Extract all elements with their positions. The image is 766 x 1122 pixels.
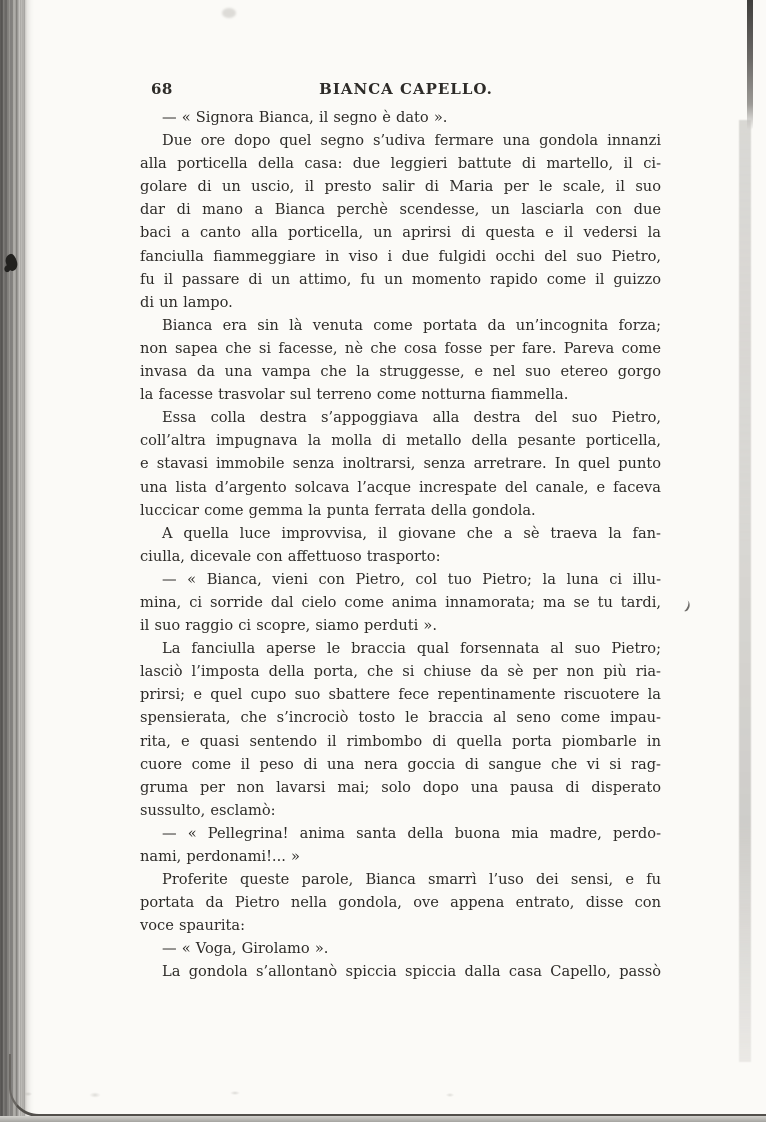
text-line: Bianca era sin là venuta come portata da un’incognita forza; xyxy=(162,316,661,334)
paragraph xyxy=(140,868,661,937)
page-curl-edge-bottom xyxy=(9,1054,766,1117)
page-number: 68 xyxy=(151,80,173,98)
text-line: gruma per non lavarsi mai; solo dopo una pausa di disperato xyxy=(140,778,661,796)
paragraph xyxy=(140,406,661,521)
text-line: voce spaurita: xyxy=(140,917,246,935)
text-line: ciulla, dicevale con affettuoso trasporto: xyxy=(140,547,441,565)
paper-smudge-top xyxy=(222,8,236,18)
text-line: — « Pellegrina! anima santa della buona mia madre, perdo- xyxy=(162,824,661,842)
text-line: una lista d’argento solcava l’acque increspate del canale, e faceva xyxy=(140,478,661,496)
text-line: fu il passare di un attimo, fu un momento rapido come il guizzo xyxy=(140,270,661,288)
text-line: invasa da una vampa che la struggesse, e nel suo etereo gorgo xyxy=(140,363,661,381)
text-line: nami, perdonami!... » xyxy=(140,848,300,865)
text-line: lasciò l’imposta della porta, che si chiuse da sè per non più ria- xyxy=(140,663,661,681)
text-line: il suo raggio ci scopre, siamo perduti ». xyxy=(140,617,437,635)
paragraph xyxy=(140,314,661,406)
text-line: Proferite queste parole, Bianca smarrì l’uso dei sensi, e fu xyxy=(162,871,661,889)
text-line: mina, ci sorride dal cielo come anima innamorata; ma se tu tardi, xyxy=(140,593,661,611)
text-line: alla porticella della casa: due leggieri battute di martello, il ci- xyxy=(140,155,661,173)
paragraph xyxy=(140,106,661,129)
text-line: coll’altra impugnava la molla di metallo della pesante porticella, xyxy=(140,432,661,450)
text-line: prirsi; e quel cupo suo sbattere fece repentinamente riscuotere la xyxy=(140,686,661,704)
text-line: La fanciulla aperse le braccia qual forsennata al suo Pietro; xyxy=(162,640,661,658)
paragraph xyxy=(140,637,661,822)
paragraph xyxy=(140,522,661,568)
text-line: luccicar come gemma la punta ferrata della gondola. xyxy=(140,501,536,519)
text-line: fanciulla fiammeggiare in viso i due fulgidi occhi del suo Pietro, xyxy=(140,247,661,265)
text-line: rita, e quasi sentendo il rimbombo di quella porta piombarle in xyxy=(140,732,661,750)
text-line: spensierata, che s’incrociò tosto le braccia al seno come impau- xyxy=(140,709,661,727)
text-line: Due ore dopo quel segno s’udiva fermare una gondola innanzi xyxy=(162,132,661,150)
text-line: baci a canto alla porticella, un aprirsi di questa e il vedersi la xyxy=(140,224,661,242)
paragraph xyxy=(140,960,661,983)
text-line: golare di un uscio, il presto salir di Maria per le scale, il suo xyxy=(140,178,661,196)
text-line: — « Signora Bianca, il segno è dato ». xyxy=(162,109,448,126)
stray-ink-mark xyxy=(679,598,692,612)
page-edge-line-top-right xyxy=(747,0,753,130)
text-line: — « Voga, Girolamo ». xyxy=(162,940,329,958)
paragraph xyxy=(140,129,661,314)
text-line: e stavasi immobile senza inoltrarsi, senza arretrare. In quel punto xyxy=(140,455,661,473)
text-line: la facesse trasvolar sul terreno come notturna fiammella. xyxy=(140,386,569,404)
text-line: di un lampo. xyxy=(140,293,233,311)
page-text xyxy=(140,106,661,984)
page-edge-shadow-right xyxy=(739,120,751,1062)
paragraph xyxy=(140,568,661,637)
text-line: Essa colla destra s’appoggiava alla destra del suo Pietro, xyxy=(162,409,661,427)
text-line: A quella luce improvvisa, il giovane che a sè traeva la fan- xyxy=(162,524,661,542)
running-title: BIANCA CAPELLO. xyxy=(319,80,493,98)
text-line: sussulto, esclamò: xyxy=(140,801,276,819)
text-line: La gondola s’allontanò spiccia spiccia dalla casa Capello, passò xyxy=(162,963,661,981)
paragraph xyxy=(140,937,661,960)
running-head xyxy=(140,80,661,98)
binding-streaks xyxy=(0,0,26,1122)
text-line: portata da Pietro nella gondola, ove appena entrato, disse con xyxy=(140,894,661,912)
text-line: cuore come il peso di una nera goccia di sangue che vi si rag- xyxy=(140,755,661,773)
paragraph xyxy=(140,822,661,868)
text-line: non sapea che si facesse, nè che cosa fosse per fare. Pareva come xyxy=(140,339,661,357)
text-column xyxy=(140,80,661,984)
text-line: — « Bianca, vieni con Pietro, col tuo Pietro; la luna ci illu- xyxy=(162,570,661,588)
text-line: dar di mano a Bianca perchè scendesse, un lasciarla con due xyxy=(140,201,661,219)
page-bottom-shadow xyxy=(0,1116,766,1122)
